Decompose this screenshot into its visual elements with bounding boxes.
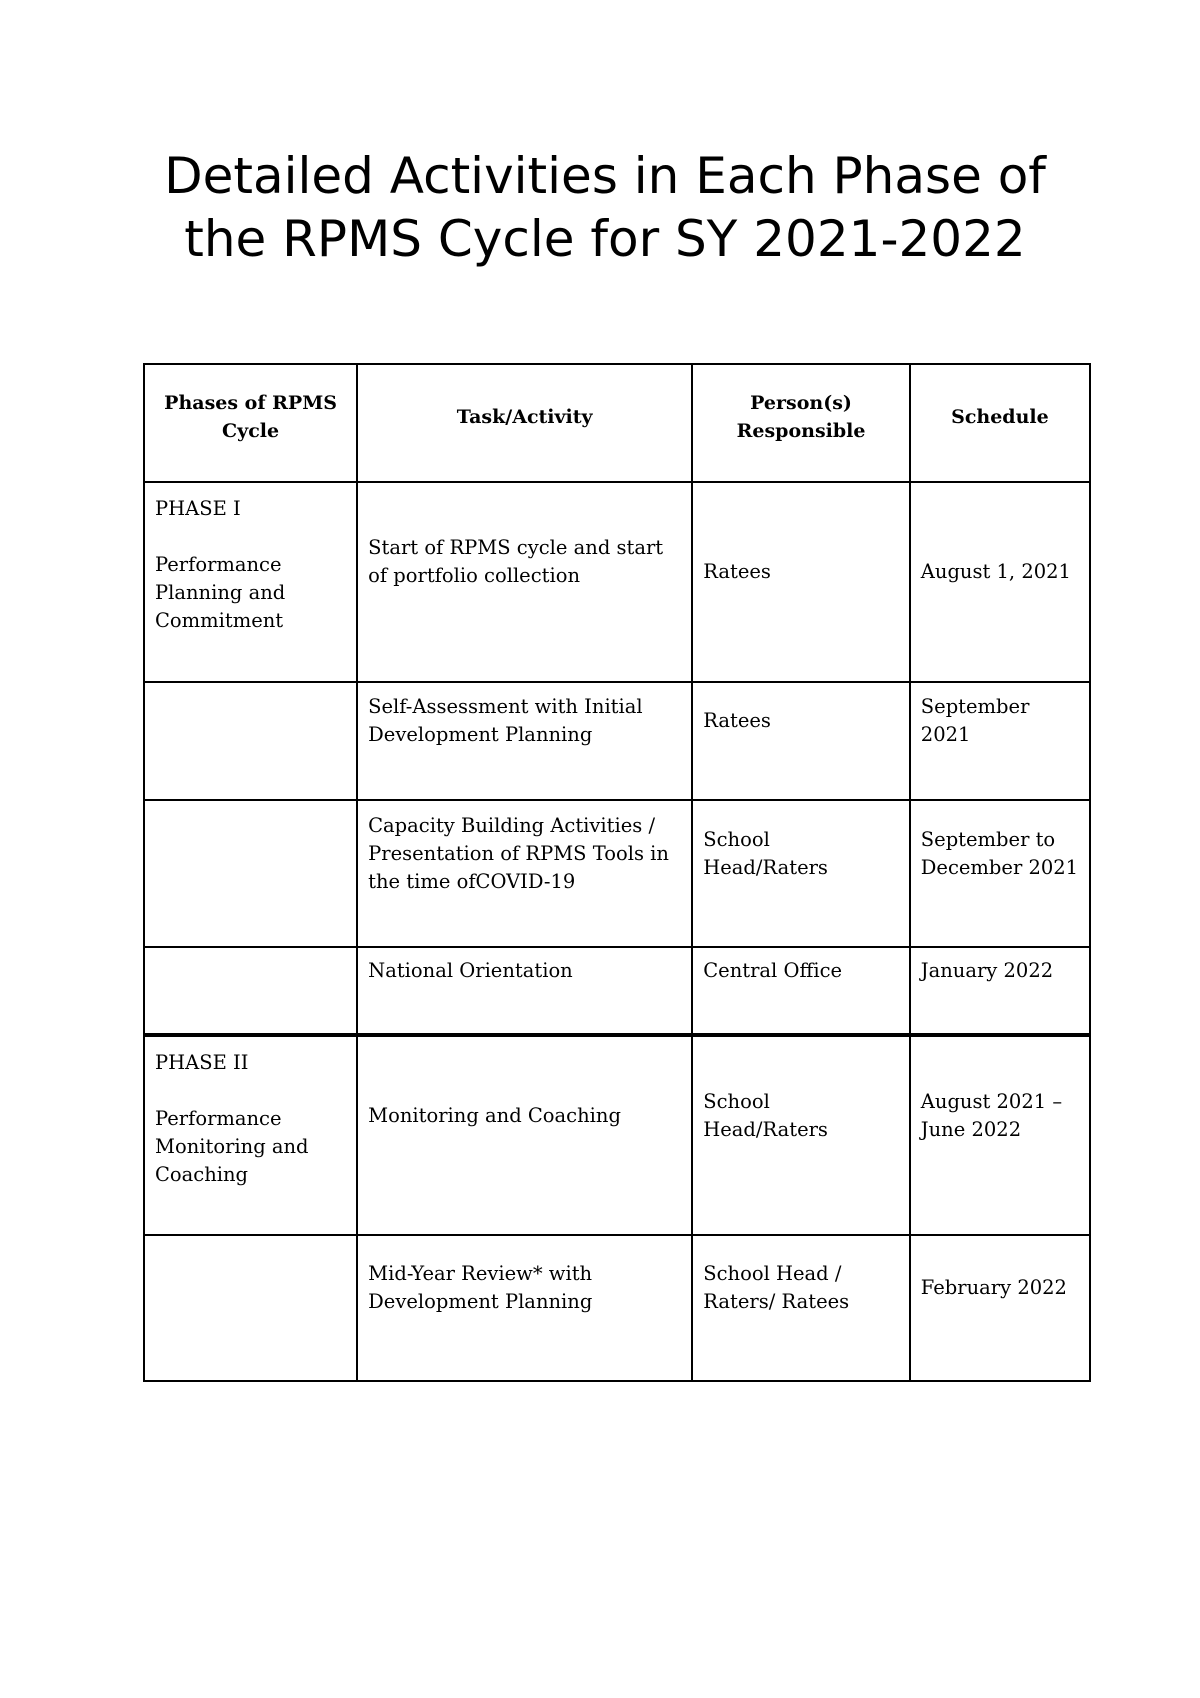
header-task: Task/Activity (357, 364, 692, 482)
task-cell (357, 1235, 692, 1381)
header-schedule: Schedule (910, 364, 1090, 482)
person-cell (692, 947, 910, 1035)
person-cell (692, 682, 910, 800)
header-phase: Phases of RPMS Cycle (144, 364, 357, 482)
person-text: Ratees (703, 560, 771, 583)
page-title: Detailed Activities in Each Phase of the RPMS Cycle for SY 2021-2022 (164, 147, 1046, 268)
person-text: School Head/Raters (703, 1089, 828, 1141)
schedule-cell (910, 482, 1090, 682)
phase-description: Performance Planning and Commitment (155, 553, 286, 632)
table-row (144, 682, 1090, 800)
schedule-text: February 2022 (920, 1276, 1067, 1299)
phase-cell (144, 1035, 357, 1235)
person-cell (692, 1035, 910, 1235)
phase-cell (144, 482, 357, 682)
task-text: Self-Assessment with Initial Development Planning (368, 695, 643, 746)
header-person: Person(s) Responsible (692, 364, 910, 482)
task-cell (357, 682, 692, 800)
table-row (144, 482, 1090, 682)
task-text: National Orientation (368, 958, 573, 982)
task-cell (357, 482, 692, 682)
schedule-cell (910, 800, 1090, 947)
schedule-text: August 2021 – June 2022 (920, 1089, 1063, 1141)
table-header-row (144, 364, 1090, 482)
task-cell (357, 800, 692, 947)
person-cell (692, 1235, 910, 1381)
schedule-text: September to December 2021 (920, 827, 1079, 879)
person-text: School Head / Raters/ Ratees (703, 1262, 850, 1313)
person-text: Ratees (703, 709, 771, 732)
schedule-cell (910, 947, 1090, 1035)
person-cell (692, 482, 910, 682)
schedule-text: September 2021 (920, 695, 1030, 746)
task-text: Mid-Year Review* with Development Planning (368, 1262, 593, 1313)
rpms-activities-table (143, 363, 1091, 1382)
schedule-cell (910, 1235, 1090, 1381)
phase-label: PHASE II (155, 1051, 249, 1074)
task-text: Monitoring and Coaching (368, 1103, 621, 1127)
schedule-cell (910, 1035, 1090, 1235)
task-cell (357, 1035, 692, 1235)
person-cell (692, 800, 910, 947)
phase-description: Performance Monitoring and Coaching (155, 1107, 309, 1186)
task-cell (357, 947, 692, 1035)
schedule-text: August 1, 2021 (920, 560, 1071, 583)
task-text: Start of RPMS cycle and start of portfolio collection (368, 536, 664, 587)
table-row (144, 800, 1090, 947)
table-row (144, 947, 1090, 1035)
phase-cell (144, 947, 357, 1035)
table-row (144, 1235, 1090, 1381)
schedule-text: January 2022 (920, 958, 1054, 982)
phase-cell (144, 1235, 357, 1381)
schedule-cell (910, 682, 1090, 800)
task-text: Capacity Building Activities / Presentation of RPMS Tools in the time ofCOVID-19 (368, 813, 669, 893)
person-text: School Head/Raters (703, 827, 828, 879)
table-row (144, 1035, 1090, 1235)
phase-cell (144, 800, 357, 947)
person-text: Central Office (703, 958, 843, 982)
phase-label: PHASE I (155, 497, 241, 520)
phase-cell (144, 682, 357, 800)
